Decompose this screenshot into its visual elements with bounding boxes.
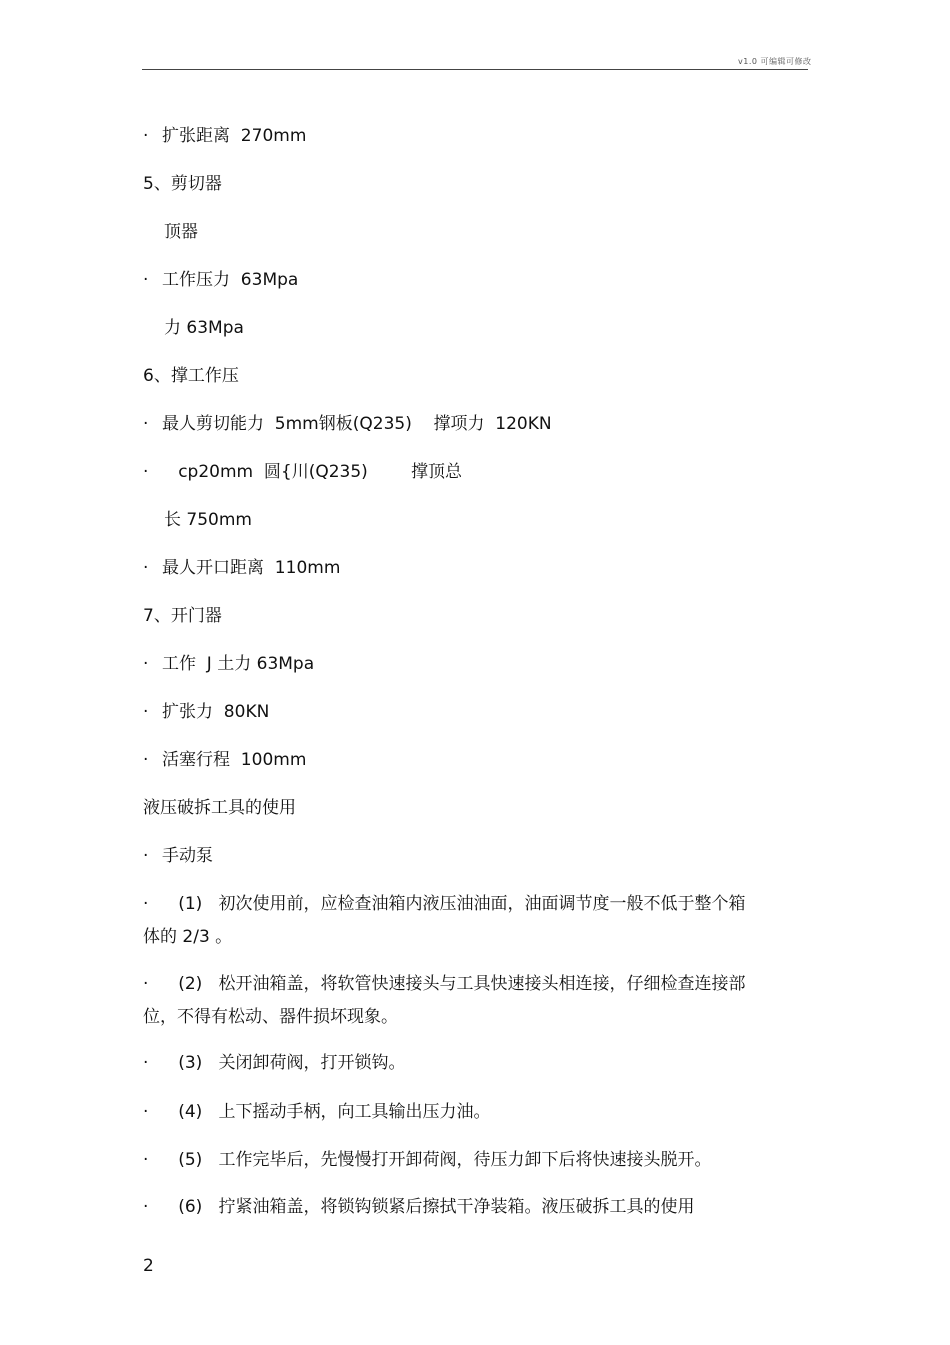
text-line (164, 510, 252, 530)
line-text: 体的 2/3 。 (143, 927, 233, 947)
line-text: 力 63Mpa (164, 318, 244, 338)
text-line (143, 974, 746, 994)
text-line (143, 270, 298, 290)
bullet: · (143, 750, 149, 770)
text-line (143, 174, 222, 194)
bullet: · (143, 1150, 149, 1170)
text-line (143, 1053, 406, 1073)
line-text: 最人开口距离 110mm (162, 558, 341, 578)
bullet: · (143, 270, 149, 290)
text-line (143, 126, 306, 146)
bullet: · (143, 462, 149, 482)
line-text: (5) 工作完毕后，先慢慢打开卸荷阀，待压力卸下后将快速接头脱开。 (162, 1150, 712, 1170)
bullet: · (143, 414, 149, 434)
text-line (143, 462, 462, 482)
line-text: (1) 初次使用前，应检查油箱内液压油油面，油面调节度一般不低于整个箱 (162, 894, 746, 914)
line-text: (6) 拧紧油箱盖，将锁钩锁紧后擦拭干净装箱。液压破拆工具的使用 (162, 1197, 695, 1217)
line-text: cp20mm 圆{川(Q235) 撑顶总 (162, 462, 463, 482)
text-line (143, 366, 239, 386)
header-version-note: v1.0 可编辑可修改 (738, 57, 812, 66)
line-text: (3) 关闭卸荷阀，打开锁钩。 (162, 1053, 406, 1073)
bullet: · (143, 894, 149, 914)
bullet: · (143, 1197, 149, 1217)
text-line (143, 846, 213, 866)
header-rule (142, 69, 808, 70)
bullet: · (143, 126, 149, 146)
line-text: 7、开门器 (143, 606, 222, 626)
line-text: 顶器 (164, 222, 198, 242)
line-text: 工作 J 土力 63Mpa (162, 654, 315, 674)
bullet: · (143, 974, 149, 994)
line-text: 扩张力 80KN (162, 702, 270, 722)
bullet: · (143, 1102, 149, 1122)
line-text: 活塞行程 100mm (162, 750, 307, 770)
text-line (164, 318, 244, 338)
section-heading (143, 798, 296, 818)
text-line (143, 558, 340, 578)
line-text: 6、撑工作压 (143, 366, 239, 386)
bullet: · (143, 654, 149, 674)
text-line (164, 222, 198, 242)
line-text: 最人剪切能力 5mm钢板(Q235) 撑项力 120KN (162, 414, 552, 434)
line-text: 位，不得有松动、器件损坏现象。 (143, 1007, 398, 1027)
line-text: 5、剪切器 (143, 174, 222, 194)
line-text: (2) 松开油箱盖，将软管快速接头与工具快速接头相连接，仔细检查连接部 (162, 974, 746, 994)
bullet: · (143, 702, 149, 722)
text-line (143, 654, 314, 674)
text-line (143, 606, 222, 626)
text-line (143, 702, 269, 722)
page-number: 2 (143, 1256, 154, 1276)
line-text: 液压破拆工具的使用 (143, 798, 296, 818)
line-text: 手动泵 (162, 846, 213, 866)
text-line (143, 927, 232, 947)
bullet: · (143, 846, 149, 866)
text-line (143, 1007, 398, 1027)
line-text: 长 750mm (164, 510, 252, 530)
text-line (143, 894, 746, 914)
text-line (143, 1102, 491, 1122)
bullet: · (143, 558, 149, 578)
bullet: · (143, 1053, 149, 1073)
line-text: (4) 上下摇动手柄，向工具输出压力油。 (162, 1102, 491, 1122)
line-text: 工作压力 63Mpa (162, 270, 299, 290)
text-line (143, 1150, 712, 1170)
text-line (143, 414, 552, 434)
line-text: 扩张距离 270mm (162, 126, 307, 146)
text-line (143, 1197, 695, 1217)
text-line (143, 750, 306, 770)
